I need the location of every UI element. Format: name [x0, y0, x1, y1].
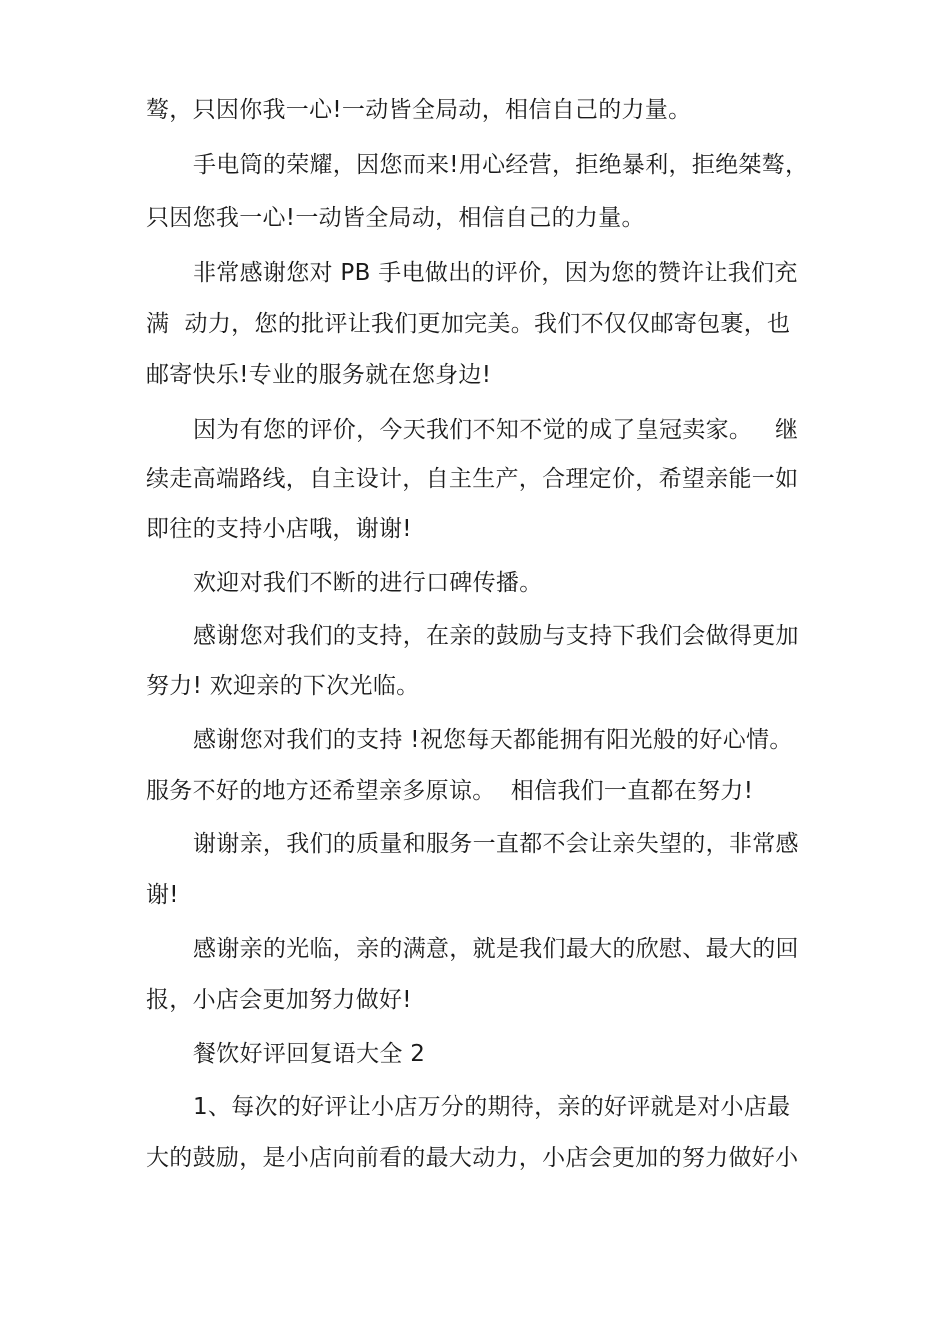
- paragraph-first-line: 感谢亲的光临，亲的满意，就是我们最大的欣慰、最大的回: [193, 936, 799, 962]
- paragraph-first-line: 感谢您对我们的支持 !祝您每天都能拥有阳光般的好心情。: [193, 727, 793, 753]
- text-line: 满 动力，您的批评让我们更加完美。我们不仅仅邮寄包裹，也: [146, 311, 791, 337]
- text-line: 即往的支持小店哦，谢谢!: [146, 516, 412, 542]
- paragraph-first-line: 因为有您的评价，今天我们不知不觉的成了皇冠卖家。 继: [193, 417, 799, 443]
- section-heading: 餐饮好评回复语大全 2: [193, 1041, 426, 1067]
- text-line: 努力! 欢迎亲的下次光临。: [146, 673, 420, 699]
- paragraph-first-line: 谢谢亲，我们的质量和服务一直都不会让亲失望的，非常感: [193, 831, 799, 857]
- text-line: 谢!: [146, 882, 179, 908]
- text-line: 只因您我一心!一动皆全局动，相信自己的力量。: [146, 205, 645, 231]
- paragraph-first-line: 手电筒的荣耀，因您而来!用心经营，拒绝暴利，拒绝桀骜，: [193, 152, 809, 178]
- paragraph-first-line: 欢迎对我们不断的进行口碑传播。: [193, 570, 543, 596]
- paragraph-first-line: 非常感谢您对 PB 手电做出的评价，因为您的赞许让我们充: [193, 260, 798, 286]
- paragraph-first-line: 感谢您对我们的支持，在亲的鼓励与支持下我们会做得更加: [193, 623, 799, 649]
- text-line: 服务不好的地方还希望亲多原谅。 相信我们一直都在努力!: [146, 778, 754, 804]
- paragraph-first-line: 1、每次的好评让小店万分的期待，亲的好评就是对小店最: [193, 1094, 791, 1120]
- text-line: 续走高端路线，自主设计，自主生产，合理定价，希望亲能一如: [146, 466, 799, 492]
- text-line: 邮寄快乐!专业的服务就在您身边!: [146, 362, 492, 388]
- text-line: 报，小店会更加努力做好!: [146, 987, 412, 1013]
- text-line: 大的鼓励，是小店向前看的最大动力，小店会更加的努力做好小: [146, 1145, 799, 1171]
- text-line: 骜，只因你我一心!一动皆全局动，相信自己的力量。: [146, 97, 692, 123]
